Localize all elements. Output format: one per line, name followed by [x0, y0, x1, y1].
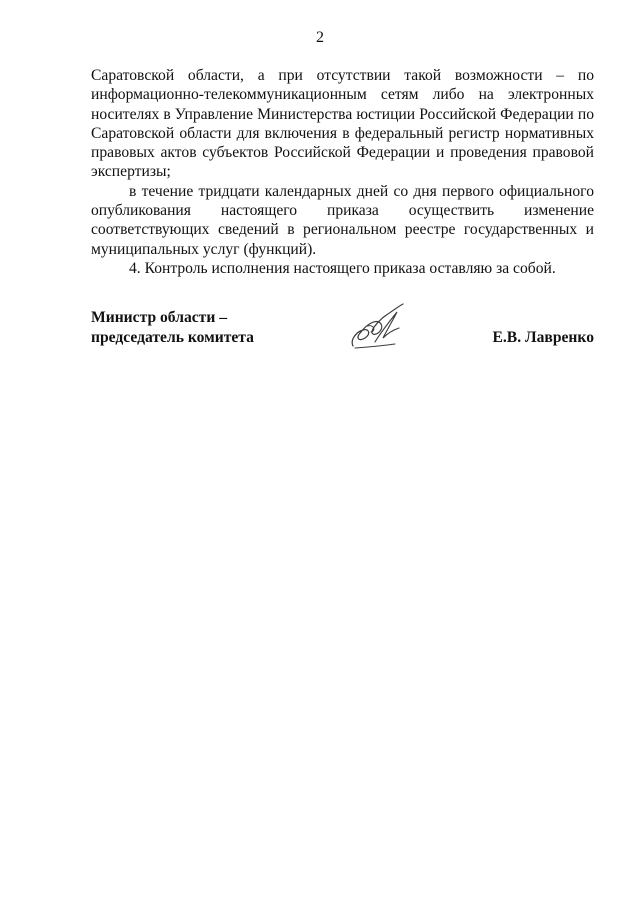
signature-block [91, 308, 594, 358]
signatory-name: Е.В. Лавренко [492, 329, 594, 346]
paragraph-deadline: в течение тридцати календарных дней со дня первого официального опубликования настоящего приказа осуществить изменение соответствующих сведений в региональном реестре государственных и муниципальных услуг (функций). [91, 182, 594, 258]
paragraph-continuation: Саратовской области, а при отсутствии такой возможности – по информационно-телекоммуникационным сетям либо на электронных носителях в Управление Министерства юстиции Российской Федерации по Саратовской области для включения в федеральный регистр нормативных правовых актов субъектов Российской Федерации и проведения правовой экспертизы; [91, 67, 594, 181]
paragraph-control-clause: 4. Контроль исполнения настоящего приказа оставляю за собой. [129, 259, 556, 277]
signatory-title-line-1: Министр области – [91, 309, 228, 326]
handwritten-signature [347, 302, 409, 350]
signatory-title [91, 308, 254, 348]
document-body [91, 66, 594, 278]
signatory-title-line-2: председатель комитета [91, 329, 254, 346]
page-number: 2 [316, 29, 324, 46]
